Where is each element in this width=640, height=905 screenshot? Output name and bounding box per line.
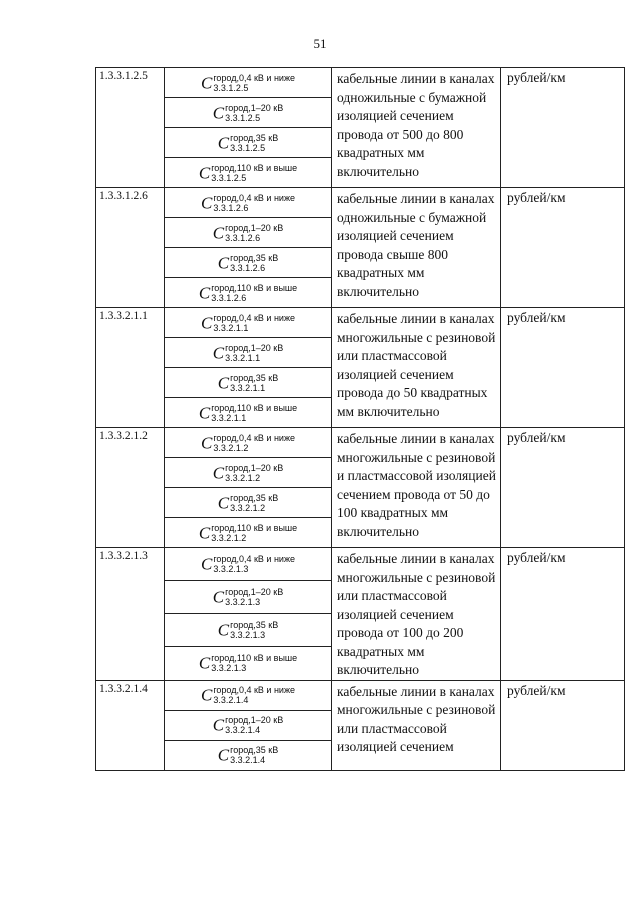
formula-subscript: 3.3.1.2.6	[211, 292, 247, 303]
formula-subscript: 3.3.2.1.4	[225, 725, 261, 735]
formula-symbol: C	[200, 73, 213, 92]
table-row	[96, 680, 625, 710]
formula-subscript: 3.3.2.1.1	[211, 412, 247, 423]
table-row	[96, 68, 625, 98]
item-code: 1.3.3.1.2.6	[96, 188, 165, 308]
rate-formula	[218, 373, 278, 393]
formula-superscript: город,35 кВ	[230, 252, 279, 263]
item-unit: рублей/км	[501, 188, 625, 308]
rate-symbol-cell	[165, 548, 332, 581]
formula-indices	[211, 163, 297, 183]
formula-superscript: город,110 кВ и выше	[211, 522, 298, 533]
rate-symbol-cell	[165, 368, 332, 398]
rate-formula	[213, 223, 283, 243]
rate-symbol-cell	[165, 428, 332, 458]
rate-formula	[213, 715, 283, 735]
formula-superscript: город,1–20 кВ	[225, 102, 284, 113]
rate-symbol-cell	[165, 398, 332, 428]
rate-formula	[199, 653, 297, 673]
formula-symbol: C	[198, 653, 211, 673]
formula-subscript: 3.3.1.2.6	[230, 262, 266, 273]
formula-subscript: 3.3.1.2.5	[211, 172, 247, 183]
formula-symbol: C	[198, 403, 211, 422]
tariff-table	[95, 67, 625, 771]
formula-symbol: C	[217, 493, 230, 512]
rate-symbol-cell	[165, 218, 332, 248]
formula-indices	[230, 493, 278, 513]
formula-subscript: 3.3.1.2.6	[225, 232, 261, 243]
formula-superscript: город,1–20 кВ	[225, 462, 284, 473]
table-row	[96, 308, 625, 338]
formula-superscript: город,35 кВ	[230, 492, 279, 503]
rate-symbol-cell	[165, 68, 332, 98]
formula-symbol: C	[212, 343, 225, 362]
formula-indices	[213, 73, 295, 93]
formula-superscript: город,35 кВ	[230, 132, 279, 143]
table-row	[96, 548, 625, 581]
rate-symbol-cell	[165, 680, 332, 710]
rate-symbol-cell	[165, 188, 332, 218]
formula-indices	[211, 523, 297, 543]
formula-symbol: C	[198, 523, 211, 542]
formula-indices	[230, 745, 278, 765]
formula-subscript: 3.3.2.1.4	[213, 695, 249, 705]
rate-formula	[213, 343, 283, 363]
formula-superscript: город,0,4 кВ и ниже	[213, 192, 295, 203]
formula-symbol: C	[212, 463, 225, 482]
formula-symbol: C	[212, 715, 225, 735]
item-description: кабельные линии в каналах многожильные с резиновой или пластмассовой изоляцией сечением провода от 100 до 200 квадратных мм включительно	[332, 548, 501, 681]
formula-indices	[211, 283, 297, 303]
rate-formula	[201, 554, 295, 574]
formula-superscript: город,1–20 кВ	[225, 222, 284, 233]
item-description: кабельные линии в каналах одножильные с бумажной изоляцией сечением провода свыше 800 квадратных мм включительно	[332, 188, 501, 308]
rate-symbol-cell	[165, 488, 332, 518]
formula-superscript: город,0,4 кВ и ниже	[213, 432, 295, 443]
formula-indices	[213, 193, 295, 213]
formula-superscript: город,1–20 кВ	[225, 342, 284, 353]
formula-indices	[211, 653, 297, 673]
formula-superscript: город,35 кВ	[230, 372, 279, 383]
rate-formula	[201, 685, 295, 705]
formula-subscript: 3.3.2.1.2	[230, 502, 266, 513]
formula-symbol: C	[217, 745, 230, 765]
rate-symbol-cell	[165, 278, 332, 308]
formula-symbol: C	[217, 373, 230, 392]
item-code: 1.3.3.2.1.2	[96, 428, 165, 548]
rate-symbol-cell	[165, 710, 332, 740]
formula-superscript: город,0,4 кВ и ниже	[213, 685, 295, 695]
formula-subscript: 3.3.2.1.1	[230, 382, 266, 393]
formula-indices	[225, 343, 283, 363]
rate-formula	[218, 745, 278, 765]
formula-superscript: город,35 кВ	[230, 745, 279, 755]
formula-indices	[213, 554, 295, 574]
rate-symbol-cell	[165, 248, 332, 278]
rate-formula	[218, 253, 278, 273]
item-description: кабельные линии в каналах одножильные с бумажной изоляцией сечением провода от 500 до 800 квадратных мм включительно	[332, 68, 501, 188]
rate-formula	[199, 523, 297, 543]
item-code: 1.3.3.2.1.3	[96, 548, 165, 681]
tariff-table-body	[96, 68, 625, 771]
rate-symbol-cell	[165, 647, 332, 680]
item-unit: рублей/км	[501, 308, 625, 428]
rate-symbol-cell	[165, 581, 332, 614]
formula-subscript: 3.3.2.1.2	[211, 532, 247, 543]
item-code: 1.3.3.2.1.4	[96, 680, 165, 770]
formula-symbol: C	[200, 685, 213, 705]
formula-indices	[213, 313, 295, 333]
formula-superscript: город,0,4 кВ и ниже	[213, 554, 295, 565]
rate-symbol-cell	[165, 158, 332, 188]
rate-formula	[199, 283, 297, 303]
formula-superscript: город,0,4 кВ и ниже	[213, 72, 295, 83]
formula-subscript: 3.3.2.1.2	[213, 442, 249, 453]
formula-subscript: 3.3.2.1.1	[225, 352, 261, 363]
rate-symbol-cell	[165, 308, 332, 338]
formula-indices	[211, 403, 297, 423]
rate-formula	[201, 433, 295, 453]
formula-subscript: 3.3.2.1.3	[230, 630, 266, 641]
formula-subscript: 3.3.2.1.4	[230, 755, 266, 765]
item-unit: рублей/км	[501, 428, 625, 548]
formula-symbol: C	[217, 620, 230, 640]
formula-indices	[225, 463, 283, 483]
formula-subscript: 3.3.2.1.3	[213, 564, 249, 575]
formula-superscript: город,110 кВ и выше	[211, 402, 298, 413]
formula-symbol: C	[200, 433, 213, 452]
item-description: кабельные линии в каналах многожильные с резиновой или пластмассовой изоляцией сечением	[332, 680, 501, 770]
formula-superscript: город,110 кВ и выше	[211, 282, 298, 293]
formula-indices	[225, 103, 283, 123]
rate-formula	[218, 133, 278, 153]
rate-formula	[199, 403, 297, 423]
formula-superscript: город,0,4 кВ и ниже	[213, 312, 295, 323]
formula-symbol: C	[217, 253, 230, 272]
table-row	[96, 188, 625, 218]
item-description: кабельные линии в каналах многожильные с резиновой или пластмассовой изоляцией сечением провода до 50 квадратных мм включительно	[332, 308, 501, 428]
formula-indices	[230, 253, 278, 273]
formula-superscript: город,35 кВ	[230, 620, 279, 631]
rate-formula	[201, 73, 295, 93]
formula-indices	[213, 433, 295, 453]
formula-indices	[230, 620, 278, 640]
rate-formula	[213, 463, 283, 483]
formula-subscript: 3.3.1.2.5	[213, 82, 249, 93]
formula-symbol: C	[212, 103, 225, 122]
item-unit: рублей/км	[501, 548, 625, 681]
formula-indices	[225, 587, 283, 607]
formula-indices	[213, 685, 295, 705]
rate-formula	[199, 163, 297, 183]
rate-formula	[218, 493, 278, 513]
table-row	[96, 428, 625, 458]
rate-symbol-cell	[165, 128, 332, 158]
rate-formula	[218, 620, 278, 640]
item-code: 1.3.3.2.1.1	[96, 308, 165, 428]
rate-symbol-cell	[165, 614, 332, 647]
formula-subscript: 3.3.2.1.3	[225, 597, 261, 608]
item-description: кабельные линии в каналах многожильные с резиновой и пластмассовой изоляцией сечением провода от 50 до 100 квадратных мм включительно	[332, 428, 501, 548]
rate-symbol-cell	[165, 518, 332, 548]
formula-symbol: C	[198, 163, 211, 182]
formula-indices	[225, 223, 283, 243]
formula-superscript: город,1–20 кВ	[225, 715, 284, 725]
rate-symbol-cell	[165, 740, 332, 770]
formula-symbol: C	[200, 554, 213, 574]
formula-superscript: город,1–20 кВ	[225, 587, 284, 598]
formula-symbol: C	[212, 223, 225, 242]
rate-symbol-cell	[165, 98, 332, 128]
rate-symbol-cell	[165, 338, 332, 368]
formula-indices	[230, 133, 278, 153]
rate-symbol-cell	[165, 458, 332, 488]
formula-superscript: город,110 кВ и выше	[211, 653, 298, 664]
formula-symbol: C	[212, 587, 225, 607]
rate-formula	[213, 587, 283, 607]
formula-symbol: C	[198, 283, 211, 302]
formula-subscript: 3.3.2.1.2	[225, 472, 261, 483]
formula-subscript: 3.3.2.1.1	[213, 322, 249, 333]
formula-subscript: 3.3.1.2.6	[213, 202, 249, 213]
item-code: 1.3.3.1.2.5	[96, 68, 165, 188]
formula-symbol: C	[200, 313, 213, 332]
formula-superscript: город,110 кВ и выше	[211, 162, 298, 173]
rate-formula	[201, 193, 295, 213]
formula-symbol: C	[217, 133, 230, 152]
formula-indices	[225, 715, 283, 735]
item-unit: рублей/км	[501, 680, 625, 770]
formula-subscript: 3.3.2.1.3	[211, 663, 247, 674]
formula-subscript: 3.3.1.2.5	[225, 112, 261, 123]
formula-subscript: 3.3.1.2.5	[230, 142, 266, 153]
formula-symbol: C	[200, 193, 213, 212]
item-unit: рублей/км	[501, 68, 625, 188]
page-number: 51	[313, 36, 327, 51]
formula-indices	[230, 373, 278, 393]
rate-formula	[213, 103, 283, 123]
rate-formula	[201, 313, 295, 333]
